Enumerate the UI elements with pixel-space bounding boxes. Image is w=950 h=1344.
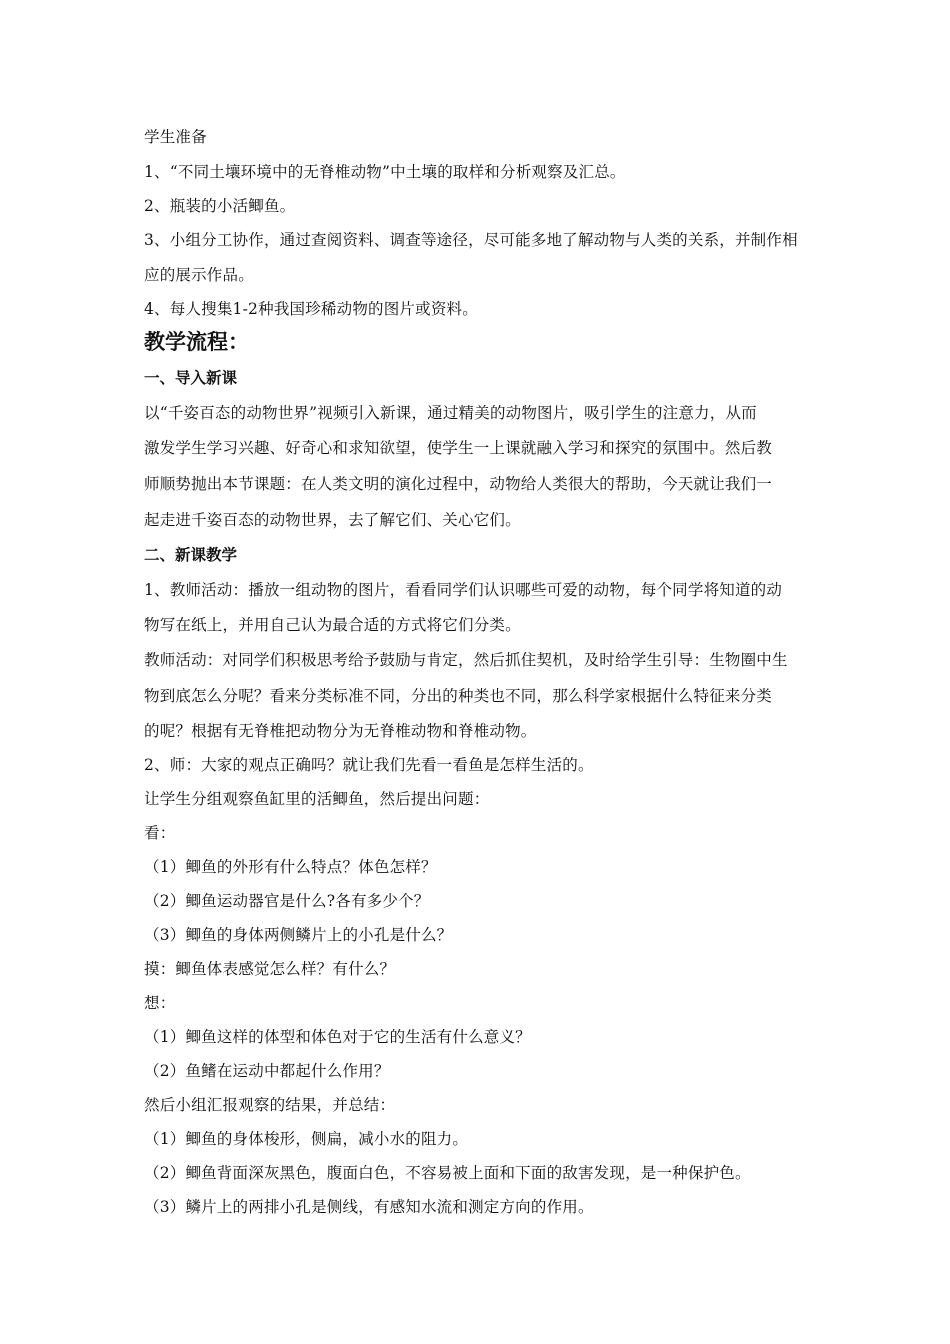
prep-item: 2、瓶装的小活鲫鱼。 (144, 197, 296, 215)
section2-line: （2）鱼鳍在运动中都起什么作用？ (144, 1062, 390, 1080)
section2-line: 摸：鲫鱼体表感觉怎么样？有什么？ (144, 960, 396, 978)
section2-line: （2）鲫鱼背面深灰黑色，腹面白色，不容易被上面和下面的敌害发现，是一种保护色。 (144, 1164, 751, 1182)
prep-item: 3、小组分工协作，通过查阅资料、调查等途径，尽可能多地了解动物与人类的关系，并制作相 (144, 231, 798, 249)
section2-line: 2、师：大家的观点正确吗？就让我们先看一看鱼是怎样生活的。 (144, 756, 594, 774)
prep-item: 4、每人搜集1-2种我国珍稀动物的图片或资料。 (144, 300, 478, 318)
prep-title: 学生准备 (144, 128, 207, 146)
section2-line: 想： (144, 994, 176, 1012)
section2-line: 1、教师活动：播放一组动物的图片，看看同学们认识哪些可爱的动物，每个同学将知道的动 (144, 581, 783, 599)
section2-line: 物到底怎么分呢？看来分类标准不同，分出的种类也不同，那么科学家根据什么特征来分类 (144, 687, 773, 705)
section2-line: 物写在纸上，并用自己认为最合适的方式将它们分类。 (144, 616, 521, 634)
section2-line: 让学生分组观察鱼缸里的活鲫鱼，然后提出问题： (144, 790, 490, 808)
section2-line: 看： (144, 824, 176, 842)
section1-line: 起走进千姿百态的动物世界，去了解它们、关心它们。 (144, 511, 521, 529)
section2-line: 的呢？根据有无脊椎把动物分为无脊椎动物和脊椎动物。 (144, 722, 537, 740)
section2-line: （1）鲫鱼的外形有什么特点？体色怎样？ (144, 858, 437, 876)
section2-line: 然后小组汇报观察的结果，并总结： (144, 1096, 396, 1114)
section2-line: （2）鲫鱼运动器官是什么?各有多少个？ (144, 892, 430, 910)
section2-line: 教师活动：对同学们积极思考给予鼓励与肯定，然后抓住契机，及时给学生引导：生物圈中生 (144, 651, 788, 669)
prep-item: 1、“不同土壤环境中的无脊椎动物”中土壤的取样和分析观察及汇总。 (144, 163, 626, 181)
section2-line: （1）鲫鱼的身体梭形，侧扁，减小水的阻力。 (144, 1130, 469, 1148)
section1-line: 激发学生学习兴趣、好奇心和求知欲望，使学生一上课就融入学习和探究的氛围中。然后教 (144, 439, 773, 457)
section2-line: （1）鲫鱼这样的体型和体色对于它的生活有什么意义？ (144, 1028, 531, 1046)
section2-line: （3）鳞片上的两排小孔是侧线，有感知水流和测定方向的作用。 (144, 1198, 594, 1216)
section1-heading: 一、导入新课 (144, 369, 238, 387)
section2-line: （3）鲫鱼的身体两侧鳞片上的小孔是什么？ (144, 926, 453, 944)
prep-item: 应的展示作品。 (144, 266, 254, 284)
section2-heading: 二、新课教学 (144, 546, 238, 564)
section1-line: 以“千姿百态的动物世界”视频引入新课，通过精美的动物图片，吸引学生的注意力，从而 (144, 404, 757, 422)
section1-line: 师顺势抛出本节课题：在人类文明的演化过程中，动物给人类很大的帮助，今天就让我们一 (144, 475, 773, 493)
flow-heading: 教学流程： (144, 330, 249, 354)
